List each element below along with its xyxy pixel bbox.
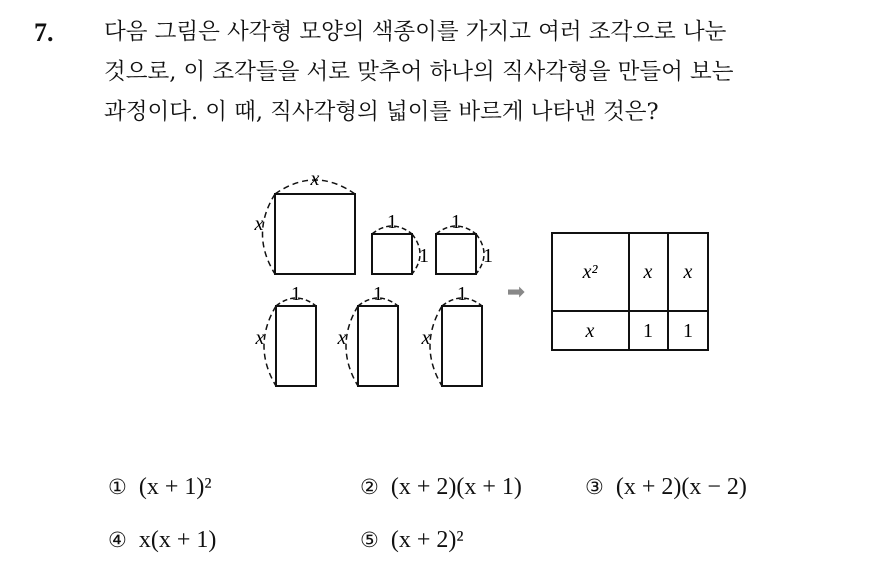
option-3[interactable] (585, 474, 747, 501)
option-5-number: ⑤ (360, 528, 379, 552)
rect-3-left-arc (430, 306, 442, 386)
option-5-expression: (x + 2)² (390, 527, 464, 553)
result-cell-bottom-1a: 1 (643, 320, 653, 342)
result-cell-top-x-1: x (643, 261, 653, 283)
rect-1-left-arc (264, 306, 276, 386)
rect-2-left-label: x (337, 327, 347, 349)
option-5[interactable] (360, 527, 464, 554)
arrow-right-icon: ➡ (506, 280, 526, 305)
option-1-number: ① (108, 475, 127, 499)
result-cell-x-squared: x² (582, 261, 598, 283)
small-square-2-top-label: 1 (451, 211, 461, 233)
small-square-1-top-label: 1 (387, 211, 397, 233)
small-square-2-right-label: 1 (483, 245, 493, 267)
result-cell-top-x-2: x (683, 261, 693, 283)
rect-2-top-label: 1 (373, 283, 383, 305)
result-cell-bottom-1b: 1 (683, 320, 693, 342)
question-line-3: 과정이다. 이 때, 직사각형의 넓이를 바르게 나타낸 것은? (104, 99, 659, 125)
rect-1 (276, 306, 316, 386)
big-square-left-arc (263, 194, 276, 274)
rect-1-left-label: x (255, 327, 265, 349)
rect-2-left-arc (346, 306, 358, 386)
option-2-expression: (x + 2)(x + 1) (390, 474, 522, 500)
option-4-expression: x(x + 1) (138, 527, 217, 553)
option-1-expression: (x + 1)² (138, 474, 212, 500)
option-4[interactable] (108, 527, 216, 554)
result-cell-bottom-x: x (585, 320, 595, 342)
rect-3-top-label: 1 (457, 283, 467, 305)
rect-3 (442, 306, 482, 386)
rect-1-top-label: 1 (291, 283, 301, 305)
small-square-1-right-label: 1 (419, 245, 429, 267)
option-2[interactable] (360, 474, 522, 501)
big-square-left-label: x (254, 213, 264, 235)
rect-3-left-label: x (421, 327, 431, 349)
option-2-number: ② (360, 475, 379, 499)
big-square (275, 194, 355, 274)
option-1[interactable] (108, 474, 212, 501)
question-number: 7. (34, 18, 54, 47)
question-line-1: 다음 그림은 사각형 모양의 색종이를 가지고 여러 조각으로 나눈 (104, 19, 727, 45)
small-square-2 (436, 234, 476, 274)
option-3-expression: (x + 2)(x − 2) (615, 474, 747, 500)
rect-2 (358, 306, 398, 386)
small-square-1 (372, 234, 412, 274)
big-square-top-label: x (310, 168, 320, 190)
question-line-2: 것으로, 이 조각들을 서로 맞추어 하나의 직사각형을 만들어 보는 (104, 59, 734, 85)
option-3-number: ③ (585, 475, 604, 499)
option-4-number: ④ (108, 528, 127, 552)
